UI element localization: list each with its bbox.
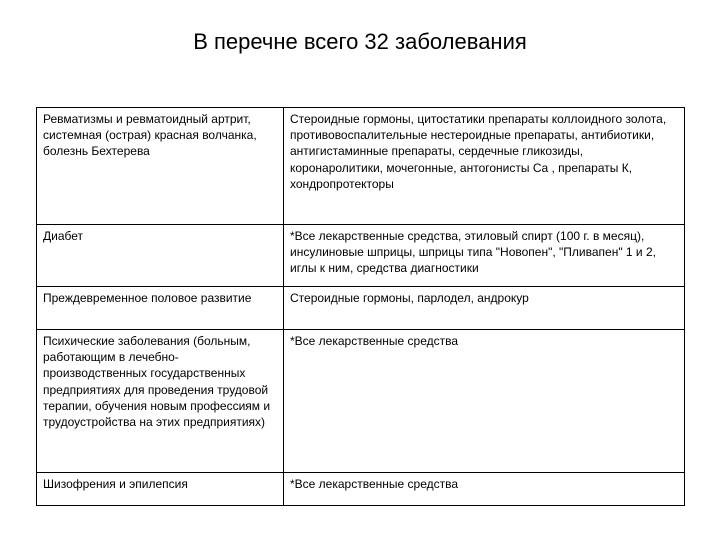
disease-drug-table	[36, 107, 685, 506]
table-row	[37, 473, 685, 506]
disease-cell: Психические заболевания (больным, работающим в лечебно-производственных государственных предприятиях для проведения трудовой терапии, обучения новым профессиям и трудоустройства на этих предприятиях)	[37, 330, 284, 473]
disease-cell: Диабет	[37, 225, 284, 287]
drugs-cell: *Все лекарственные средства	[284, 473, 685, 506]
table-row	[37, 330, 685, 473]
drugs-cell: *Все лекарственные средства, этиловый спирт (100 г. в месяц), инсулиновые шприцы, шприцы типа "Новопен", "Пливапен" 1 и 2, иглы к ним, средства диагностики	[284, 225, 685, 287]
drugs-cell: Стероидные гормоны, парлодел, андрокур	[284, 287, 685, 330]
disease-cell: Преждевременное половое развитие	[37, 287, 284, 330]
disease-cell: Шизофрения и эпилепсия	[37, 473, 284, 506]
drugs-cell: *Все лекарственные средства	[284, 330, 685, 473]
disease-cell: Ревматизмы и ревматоидный артрит, системная (острая) красная волчанка, болезнь Бехтерева	[37, 108, 284, 225]
slide-title: В перечне всего 32 заболевания	[193, 29, 527, 54]
table-row	[37, 108, 685, 225]
table-row	[37, 287, 685, 330]
table-row	[37, 225, 685, 287]
drugs-cell: Стероидные гормоны, цитостатики препараты коллоидного золота, противовоспалительные нестероидные препараты, антибиотики, антигистаминные препараты, сердечные гликозиды, коронаролитики, мочегонные, антогонисты Ca , препараты К, хондропротекторы	[284, 108, 685, 225]
